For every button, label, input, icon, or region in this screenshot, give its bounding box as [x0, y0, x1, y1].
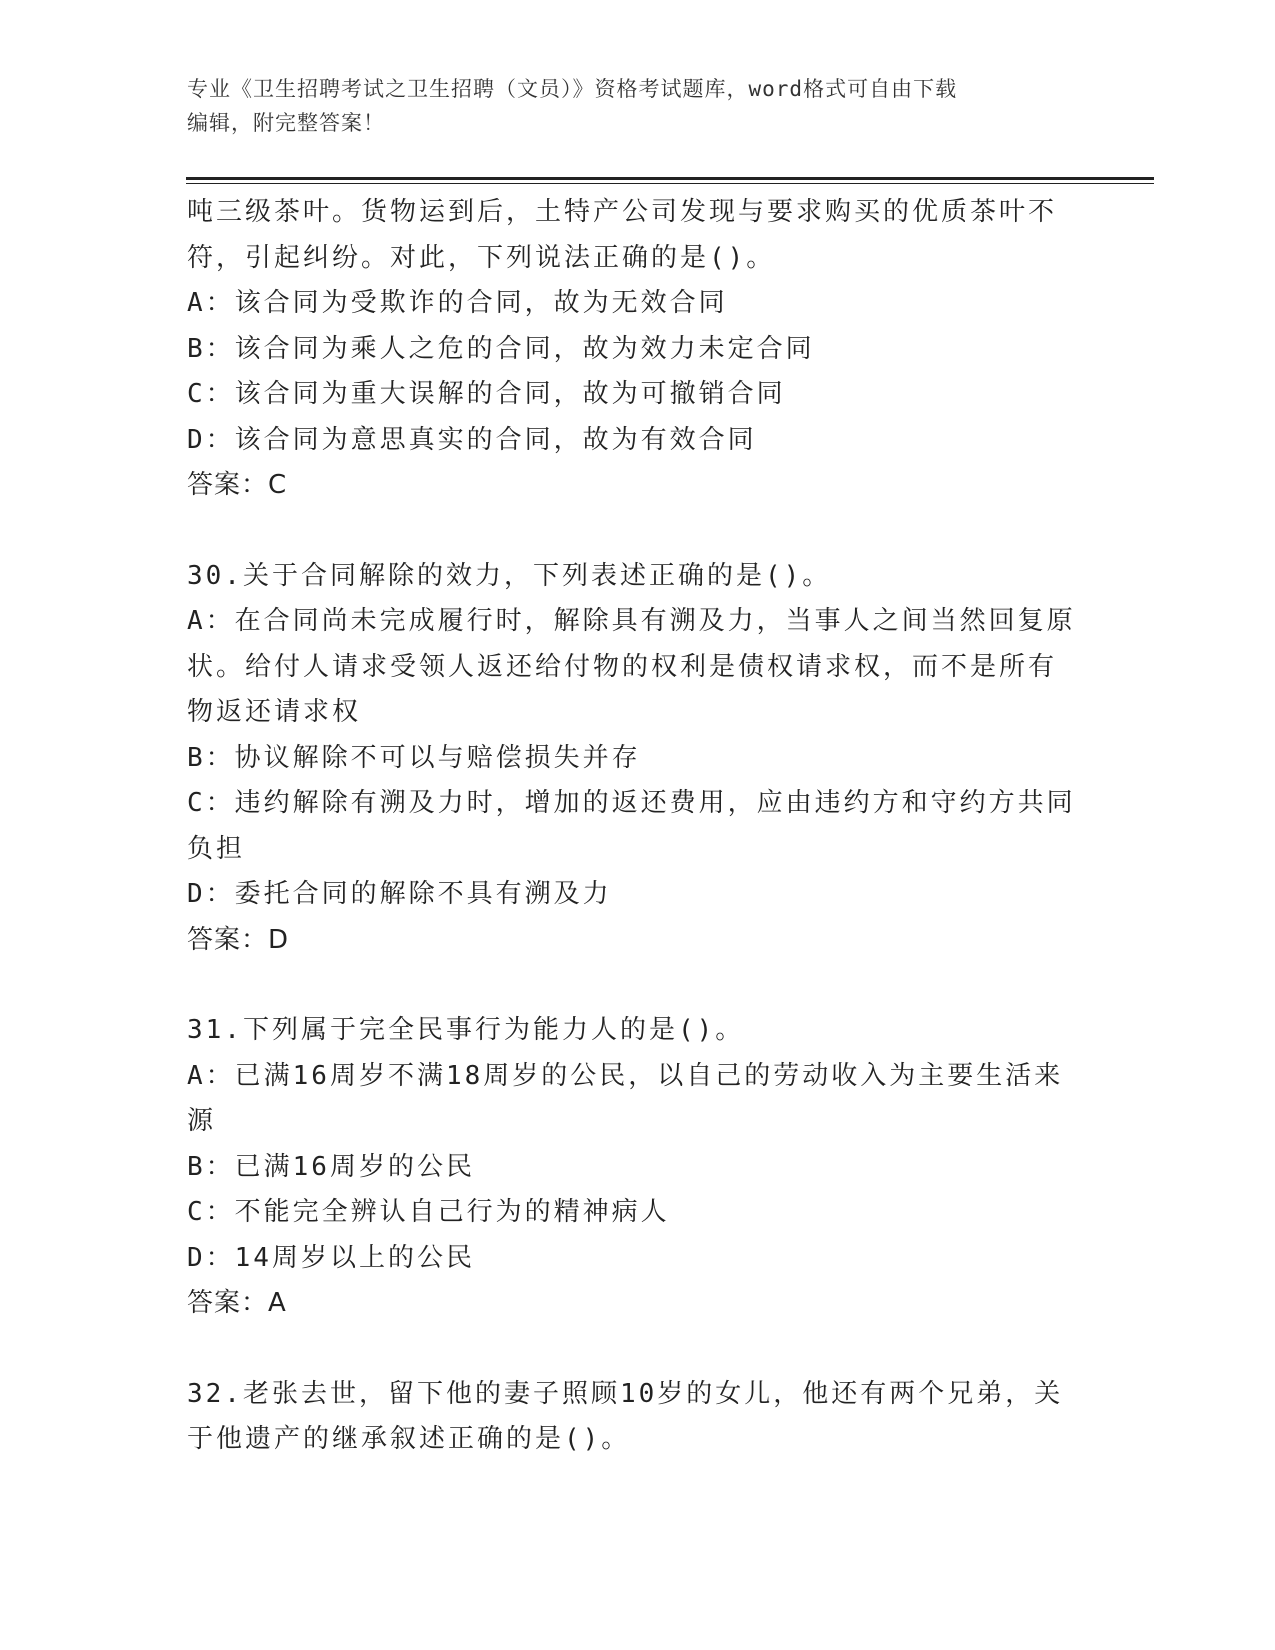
question-32 — [187, 1372, 1087, 1463]
question-31 — [187, 1008, 1087, 1327]
option-a: A：该合同为受欺诈的合同，故为无效合同 — [187, 288, 728, 318]
option-c-continued: 负担 — [187, 833, 246, 864]
option-b: B：协议解除不可以与赔偿损失并存 — [187, 742, 641, 773]
option-a-continued: 物返还请求权 — [187, 697, 362, 727]
answer-line: 答案：A — [187, 1288, 287, 1318]
header-divider-thick — [186, 177, 1154, 180]
spacer — [187, 963, 1087, 1008]
question-stem-line: 吨三级茶叶。货物运到后，土特产公司发现与要求购买的优质茶叶不 — [187, 197, 1058, 227]
option-b: B：已满16周岁的公民 — [187, 1151, 475, 1182]
header-divider-thin — [186, 183, 1154, 184]
spacer — [187, 1327, 1087, 1372]
option-d: D：委托合同的解除不具有溯及力 — [187, 879, 612, 909]
question-stem-line: 于他遗产的继承叙述正确的是()。 — [187, 1424, 631, 1454]
option-d: D：该合同为意思真实的合同，故为有效合同 — [187, 424, 757, 455]
question-stem: 31.下列属于完全民事行为能力人的是()。 — [187, 1015, 745, 1045]
answer-line: 答案：C — [187, 470, 288, 500]
option-a: A：在合同尚未完成履行时，解除具有溯及力，当事人之间当然回复原 — [187, 606, 1076, 636]
option-c: C：违约解除有溯及力时，增加的返还费用，应由违约方和守约方共同 — [187, 788, 1076, 818]
question-list — [187, 190, 1087, 1463]
question-stem-line: 32.老张去世，留下他的妻子照顾10岁的女儿，他还有两个兄弟，关 — [187, 1378, 1064, 1409]
question-stem: 30.关于合同解除的效力，下列表述正确的是()。 — [187, 560, 832, 591]
header-line-2: 编辑，附完整答案！ — [187, 111, 385, 135]
option-d: D：14周岁以上的公民 — [187, 1242, 475, 1273]
document-header — [187, 72, 1087, 140]
option-a-continued: 状。给付人请求受领人返还给付物的权利是债权请求权，而不是所有 — [187, 651, 1058, 682]
header-line-1: 专业《卫生招聘考试之卫生招聘（文员）》资格考试题库，word格式可自由下载 — [187, 77, 958, 101]
option-b: B：该合同为乘人之危的合同，故为效力未定合同 — [187, 333, 815, 364]
option-c: C：不能完全辨认自己行为的精神病人 — [187, 1197, 670, 1227]
option-a-continued: 源 — [187, 1106, 217, 1136]
spacer — [187, 509, 1087, 554]
option-c: C：该合同为重大误解的合同，故为可撤销合同 — [187, 379, 786, 409]
option-a: A：已满16周岁不满18周岁的公民，以自己的劳动收入为主要生活来 — [187, 1060, 1064, 1091]
question-29 — [187, 190, 1087, 509]
question-30 — [187, 554, 1087, 964]
answer-line: 答案：D — [187, 924, 290, 955]
question-stem-line: 符，引起纠纷。对此，下列说法正确的是()。 — [187, 242, 776, 273]
